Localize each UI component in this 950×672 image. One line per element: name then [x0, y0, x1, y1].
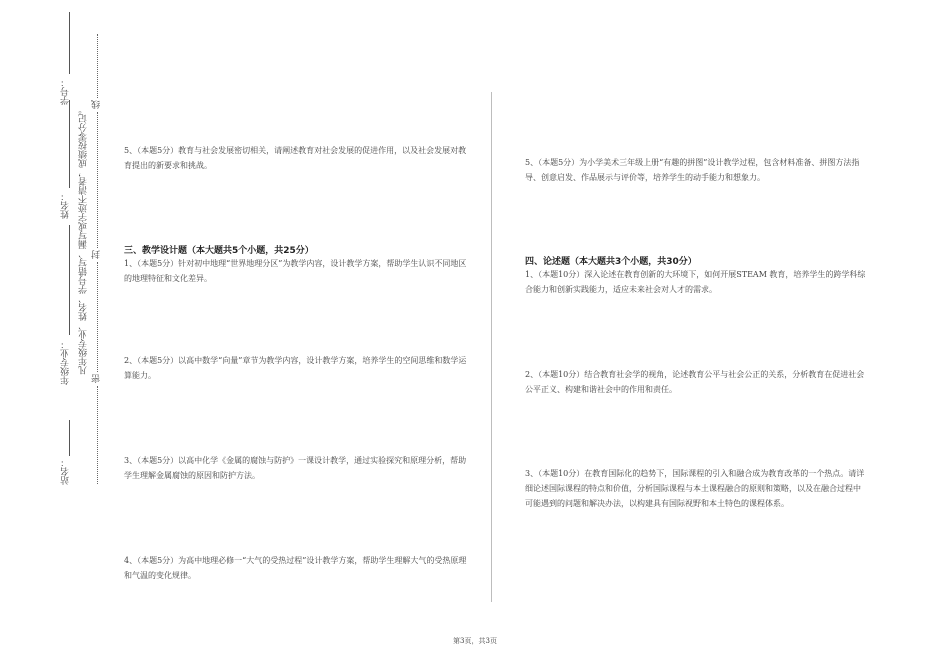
- major-underline: [69, 225, 70, 335]
- question-left-4: 4、（本题5分）为高中地理必修一“大气的受热过程”设计教学方案，帮助学生理解大气的受热原理和气温的变化规律。: [124, 556, 467, 580]
- column-divider: [491, 92, 492, 602]
- seal-dotted-line: [97, 34, 98, 98]
- seal-text-line: 线: [92, 100, 102, 109]
- name-label: 姓名：: [61, 192, 71, 219]
- question-right-5: 5、（本题5分）为小学美术三年级上册“有趣的拼图”设计教学过程，包含材料准备、拼图方法指导、创意启发、作品展示与评价等，培养学生的动手能力和想象力。: [525, 158, 860, 182]
- binding-margin: [0, 0, 110, 672]
- major-label: 年级专业：: [61, 340, 71, 385]
- question-left-1: 1、（本题5分）针对初中地理“世界地理分区”为教学内容，设计教学方案，帮助学生认识不同地区的地理特征和文化差异。: [124, 259, 467, 283]
- question-left-3: 3、（本题5分）以高中化学《金属的腐蚀与防护》一课设计教学，通过实验探究和原理分析，帮助学生理解金属腐蚀的原因和防护方法。: [124, 456, 467, 480]
- school-label: 站名：: [61, 458, 71, 485]
- question-left-2: 2、（本题5分）以高中数学“向量”章节为教学内容，设计教学方案，培养学生的空间思维和数学运算能力。: [124, 356, 467, 380]
- name-underline: [69, 100, 70, 188]
- warning-notice: 凡年级专业、姓名、学号错写、漏写或字迹不清者，成绩按零分记。: [79, 105, 89, 375]
- question-right-2: 2、（本题10分）结合教育社会学的视角，论述教育公平与社会公正的关系，分析教育在促进社会公平正义、构建和谐社会中的作用和责任。: [525, 370, 865, 394]
- question-right-3: 3、（本题10分）在教育国际化的趋势下，国际课程的引入和融合成为教育改革的一个热点。请详细论述国际课程的特点和价值，分析国际课程与本土课程融合的原则和策略，以及在融合过程中可能遇到的问题和解决办法，以构建具有国际视野和本土特色的课程体系。: [525, 469, 865, 508]
- question-right-1: 1、（本题10分）深入论述在教育创新的大环境下，如何开展STEAM 教育，培养学生的跨学科综合能力和创新实践能力，适应未来社会对人才的需求。: [525, 270, 866, 294]
- section-4-title: 四、论述题（本大题共3个小题，共30分）: [525, 257, 697, 267]
- seal-dotted-line: [97, 112, 98, 248]
- school-underline: [69, 420, 70, 456]
- seal-dotted-line: [97, 262, 98, 372]
- id-underline: [69, 12, 70, 74]
- seal-dotted-line: [97, 386, 98, 484]
- section-3-title: 三、教学设计题（本大题共5个小题，共25分）: [124, 246, 314, 256]
- question-left-5: 5、（本题5分）教育与社会发展密切相关，请阐述教育对社会发展的促进作用，以及社会发展对教育提出的新要求和挑战。: [124, 146, 467, 170]
- id-label: 学号：: [61, 78, 71, 105]
- page-number: 第3页，共3页: [453, 637, 497, 645]
- seal-text-secret: 密: [92, 374, 102, 383]
- seal-text-seal: 封: [92, 250, 102, 259]
